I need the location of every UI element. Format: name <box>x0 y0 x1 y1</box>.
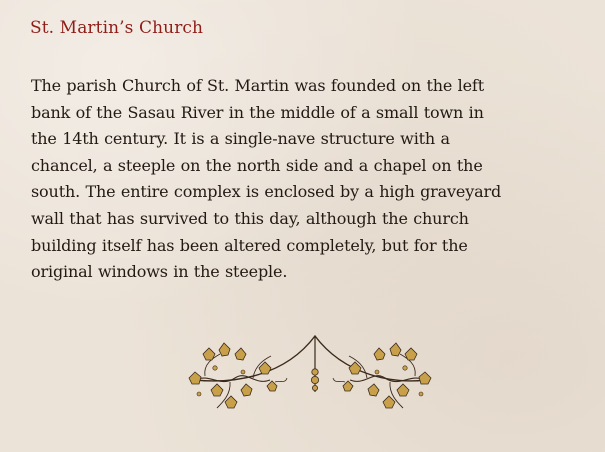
body-line: south. The entire complex is enclosed by a high graveyard <box>31 182 502 202</box>
body-line: the 14th century. It is a single-nave structure with a <box>31 129 450 149</box>
body-line: The parish Church of St. Martin was founded on the left <box>31 76 484 95</box>
entry-title: St. Martin’s Church <box>30 18 204 38</box>
body-line: wall that has survived to this day, although the church <box>31 208 469 228</box>
vine-flourish-icon <box>175 328 445 418</box>
entry-body <box>31 73 591 286</box>
body-line: building itself has been altered completely, but for the <box>31 235 468 255</box>
body-line: original windows in the steeple. <box>31 262 288 282</box>
body-line: bank of the Sasau River in the middle of a small town in <box>31 102 484 122</box>
body-line: chancel, a steeple on the north side and a chapel on the <box>31 155 483 175</box>
